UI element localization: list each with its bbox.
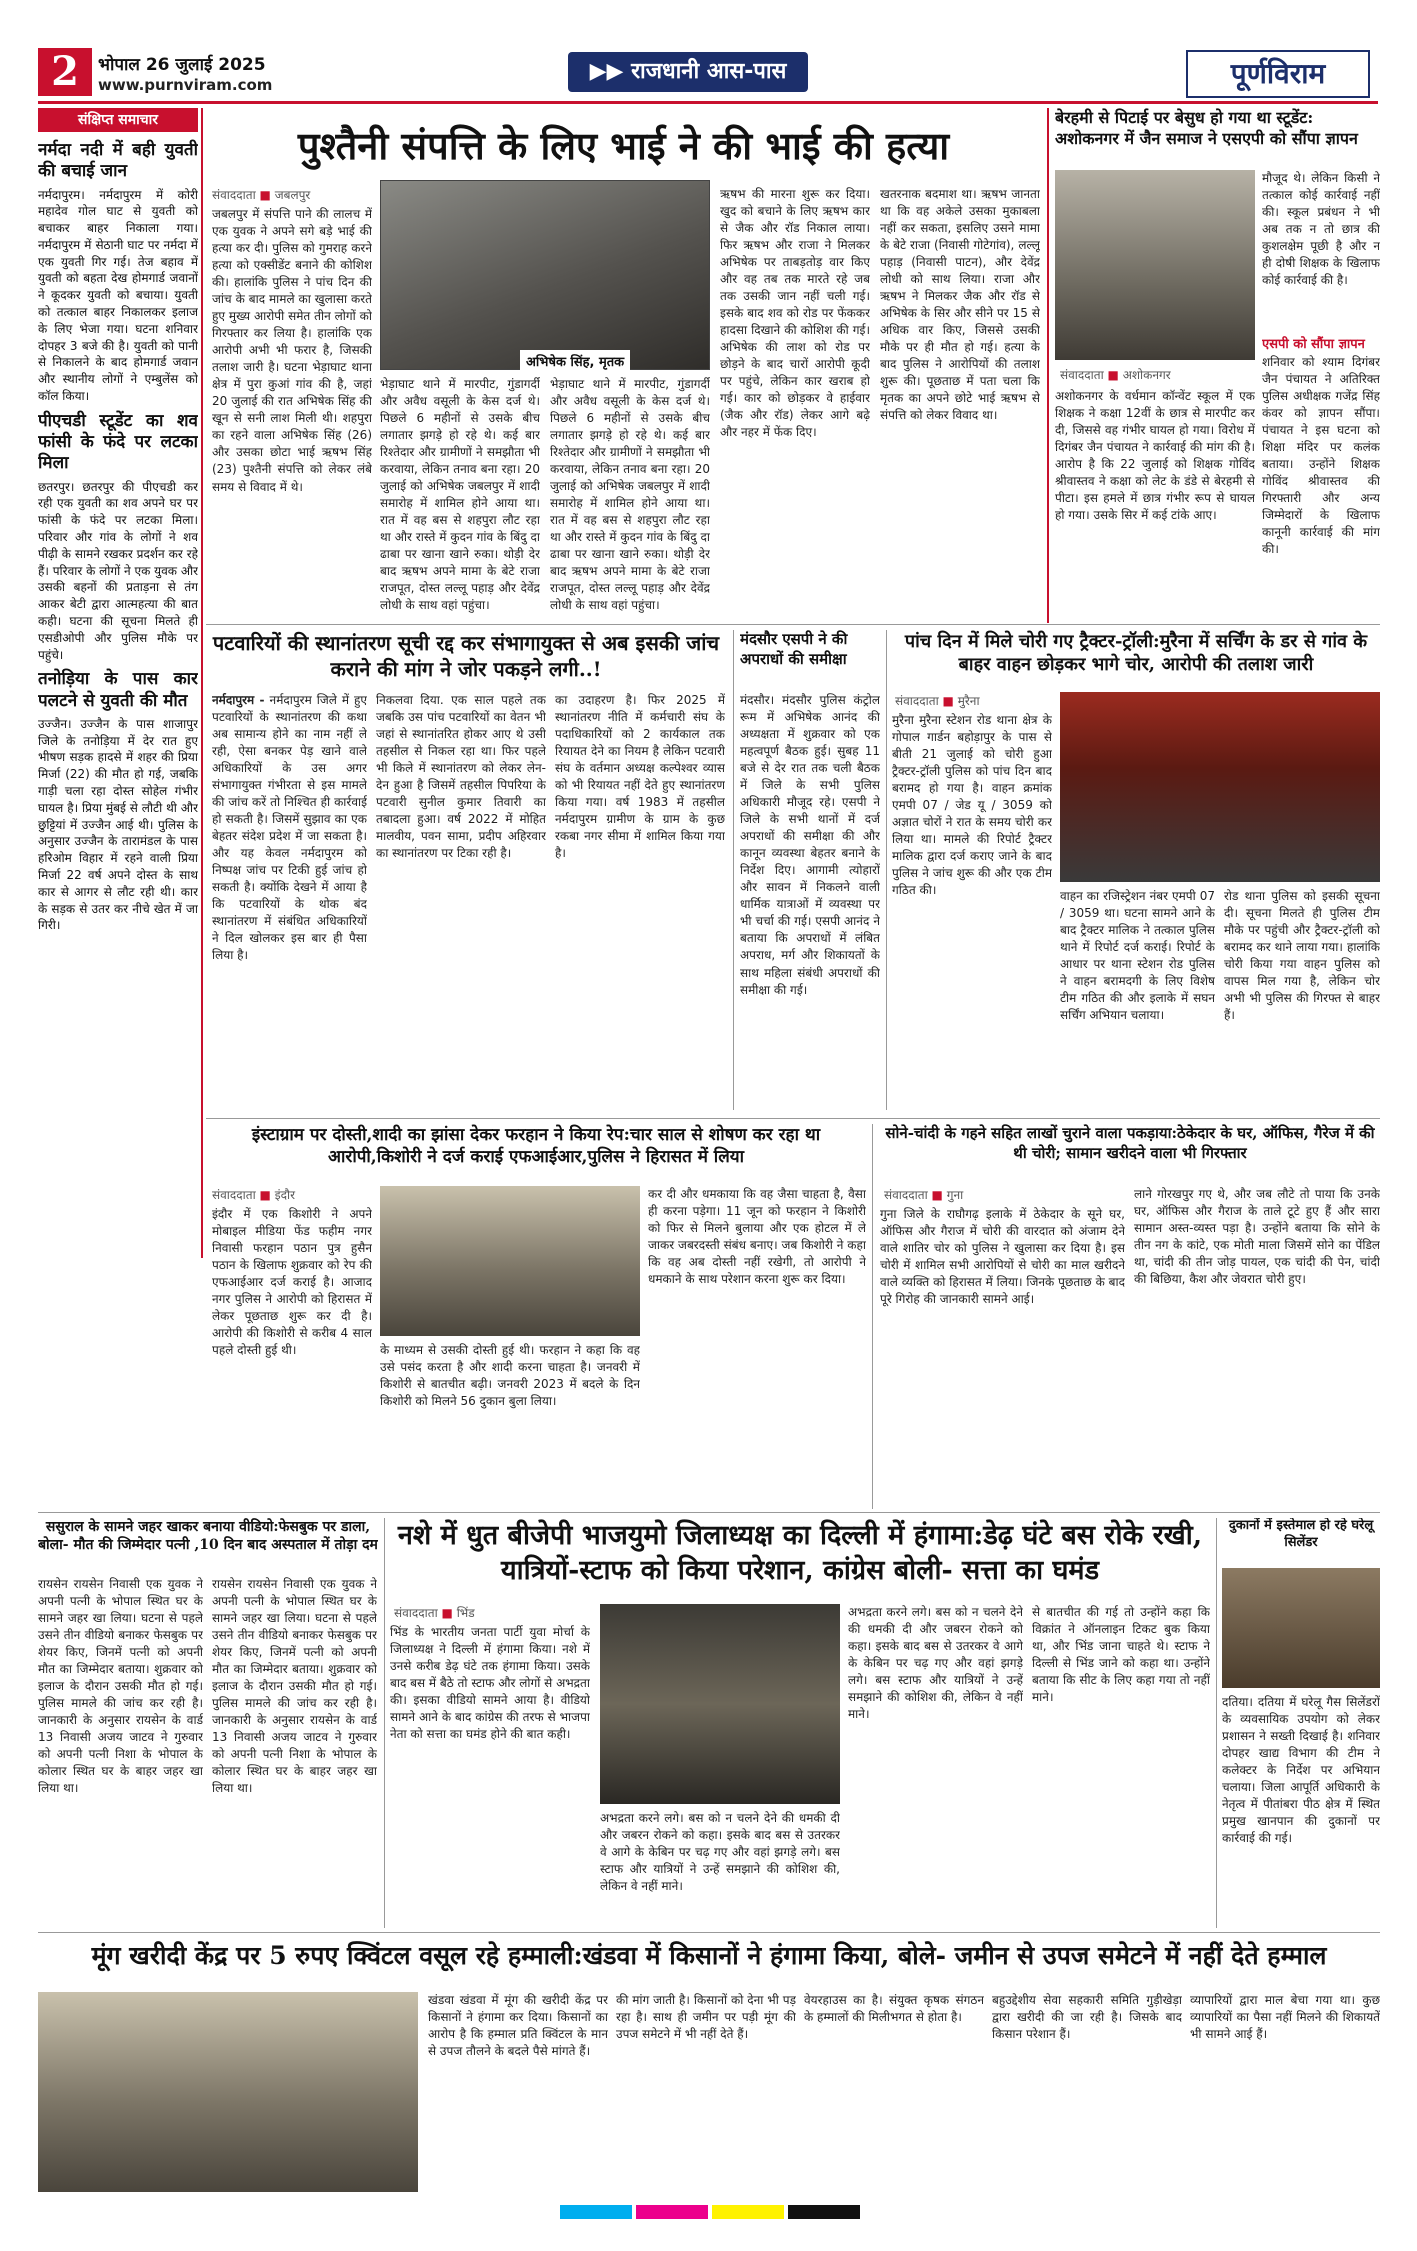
cylinder-headline: दुकानों में इस्तेमाल हो रहे घरेलू सिलेंडर bbox=[1228, 1518, 1374, 1550]
sidebar-item-title: नर्मदा नदी में बही युवती की बचाई जान bbox=[38, 140, 198, 182]
insta-col-2: के माध्यम से उसकी दोस्ती हुई थी। फरहान ने कहा कि वह उसे पसंद करता है और शादी करना चाहता है। जनवरी में किशोरी से बातचीत बढ़ी। जनवरी 2023 में बदले के दिन किशोरी को मिलने 56 दुकान बुला लिया। bbox=[380, 1343, 640, 1409]
nashe-col-2: अभद्रता करने लगे। बस को न चलने देने की धमकी दी और जबरन रोकने को कहा। इसके बाद बस से उतरकर वे आगे के केबिन पर चढ़ गए और वहां झगड़े लगे। बस स्टाफ और यात्रियों ने उन्हें समझाने की कोशिश की, लेकिन वे नहीं माने। bbox=[848, 1605, 1023, 1722]
byline-place: मुरैना bbox=[957, 694, 980, 708]
right-top-col-1: अशोकनगर के वर्धमान कॉन्वेंट स्कूल में एक शिक्षक ने कक्षा 12वीं के छात्र से मारपीट कर दी, जिससे वह गंभीर घायल हो गया। विरोध में दिगंबर जैन पंचायत ने कार्रवाई की मांग की है। आरोप है कि 22 जुलाई को शिक्षक गोविंद श्रीवास्तव ने कक्षा को लेट के डंडे से बेरहमी से पीटा। इस हमले में छात्र गंभीर रूप से घायल हो गया। उसके सिर में कई टांके आए। bbox=[1055, 389, 1255, 523]
sidebar-item-title: पीएचडी स्टूडेंट का शव फांसी के फंदे पर लटका मिला bbox=[38, 410, 198, 474]
color-swatch-black bbox=[788, 2205, 860, 2219]
tractor-photo bbox=[1060, 692, 1380, 882]
color-swatch-cyan bbox=[560, 2205, 632, 2219]
byline-place: जबलपुर bbox=[274, 188, 311, 202]
cylinder-photo bbox=[1222, 1568, 1380, 1688]
page-number: 2 bbox=[38, 48, 92, 96]
nashe-col-2a: अभद्रता करने लगे। बस को न चलने देने की धमकी दी और जबरन रोकने को कहा। इसके बाद बस से उतरकर वे आगे के केबिन पर चढ़ गए और वहां झगड़े लगे। बस स्टाफ और यात्रियों ने उन्हें समझाने की कोशिश की, लेकिन वे नहीं माने। bbox=[600, 1811, 840, 1894]
website-link[interactable]: www.purnviram.com bbox=[98, 76, 273, 94]
newspaper-logo: पूर्णविराम bbox=[1186, 50, 1370, 98]
patwari-headline: पटवारियों की स्थानांतरण सूची रद्द कर संभागायुक्त से अब इसकी जांच कराने की मांग ने जोर पकड़ने लगी..! bbox=[212, 631, 720, 681]
double-arrow-icon: ▶▶ bbox=[589, 59, 632, 84]
sasural-headline: ससुराल के सामने जहर खाकर बनाया वीडियो:फेसबुक पर डाला, बोला- मौत की जिम्मेदार पत्नी ,10 दिन बाद अस्पताल में तोड़ा दम bbox=[38, 1519, 378, 1554]
section-rule bbox=[206, 1118, 1380, 1119]
tractor-col-1: मुरैना मुरैना स्टेशन रोड थाना क्षेत्र के गोपाल गार्डन बहोड़ापुर के पास से बीती 21 जुलाई को चोरी हुआ ट्रैक्टर-ट्रॉली पुलिस को पांच दिन बाद बरामद हो गया है। वाहन क्रमांक एमपी 07 / जेड यू / 3059 को अज्ञात चोरों ने रात के समय चोरी कर लिया था। मामले की रिपोर्ट ट्रैक्टर मालिक द्वारा दर्ज कराए जाने के बाद पुलिस ने जांच शुरू की और एक टीम गठित की। bbox=[892, 713, 1052, 898]
lead-col-1: जबलपुर में संपत्ति पाने की लालच में एक युवक ने अपने सगे बड़े भाई की हत्या कर दी। पुलिस को गुमराह करने हत्या को एक्सीडेंट बनाने की कोशिश की। हालांकि पुलिस ने पांच दिन की जांच के बाद मामले का खुलासा करते हुए मुख्य आरोपी समेत तीन लोगों को गिरफ्तार कर लिया है। हालांकि एक आरोपी अभी भी फरार है, जिसकी तलाश जारी है। घटना भेड़ाघाट थाना क्षेत्र में पुरा कुआं गांव की है, जहां 20 जुलाई की रात अभिषेक सिंह की खून से सनी लाश मिली थी। शहपुरा का रहने वाला अभिषेक सिंह (26) और उसका छोटा भाई ऋषभ सिंह (23) पुश्तैनी संपत्ति को लेकर लंबे समय से विवाद में थे। bbox=[212, 207, 372, 494]
nashe-col-3: से बातचीत की गई तो उन्होंने कहा कि विक्रांत ने ऑनलाइन टिकट बुक किया था, और भिंड जाना चाहते थे। स्टाफ ने दिल्ली से भिंड जाने को कहा था। उन्होंने बताया कि सीट के लिए कहा गया तो नहीं माने। bbox=[1032, 1605, 1210, 1705]
sidebar-item-title: तनोड़िया के पास कार पलटने से युवती की मौत bbox=[38, 669, 198, 711]
column-divider bbox=[872, 1124, 873, 1509]
moong-col-3: वेयरहाउस का है। संयुक्त कृषक संगठन के हम्मालों की मिलीभगत से होता है। bbox=[804, 1993, 984, 2025]
insta-byline: संवाददाता ■ इंदौर bbox=[212, 1188, 295, 1202]
right-top-col-3: शनिवार को श्याम दिगंबर जैन पंचायत ने अतिरिक्त पुलिस अधीक्षक गजेंद्र सिंह कंवर को ज्ञापन सौंपा। पंचायत ने इस घटना को शिक्षा मंदिर पर कलंक बताया। उन्होंने शिक्षक गोविंद श्रीवास्तव की गिरफ्तारी और अन्य जिम्मेदारों के खिलाफ कानूनी कार्रवाई की मांग की। bbox=[1262, 355, 1380, 557]
moong-col-2: की मांग जाती है। किसानों को देना भी पड़ रहा है। साथ ही जमीन पर पड़ी मूंग की उपज समेटने में भी नहीं देते हैं। bbox=[616, 1993, 796, 2042]
right-top-subhead: एसपी को सौंपा ज्ञापन bbox=[1262, 337, 1365, 352]
moong-headline: मूंग खरीदी केंद्र पर 5 रुपए क्विंटल वसूल रहे हम्माली:खंडवा में किसानों ने हंगामा किया, बोले- जमीन से उपज समेटने में नहीं देते हम्माल bbox=[91, 1941, 1327, 1970]
column-divider bbox=[886, 630, 887, 1110]
byline-place: भिंड bbox=[456, 1606, 475, 1620]
patwari-text: नर्मदापुरम जिले में हुए पटवारियों के स्थानांतरण की कथा अब सामान्य होने का नाम नहीं ले रही, ऐसा बनकर पेड़ खाने वाले अधिकारियों के उस अगर संभागायुक्त गंभीरता से इस मामले की जांच करें तो निश्चित ही कार्रवाई हो सकती है। जिसमें सुझाव का एक बेहतर संदेश प्रदेश में जा सकता है। और यह केवल नर्मदापुरम को निष्पक्ष जांच पर टिकी हुई जांच हो सकती है। क्योंकि देखने में आया है कि पटवारियों के थोक बंद स्थानांतरण में संबंधित अधिकारियों ने दिल खोलकर इस बार ही पैसा लिया है। bbox=[212, 693, 367, 963]
right-top-headline: बेरहमी से पिटाई पर बेसुध हो गया था स्टूडेंट: अशोकनगर में जैन समाज ने एसएपी को सौंपा ज्ञापन bbox=[1055, 108, 1358, 148]
lead-photo bbox=[380, 180, 710, 370]
lead-headline: पुश्तैनी संपत्ति के लिए भाई ने की भाई की हत्या bbox=[297, 123, 950, 168]
section-title bbox=[568, 52, 808, 92]
mandsaur-col-1: मंदसौर। मंदसौर पुलिस कंट्रोल रूम में अभिषेक आनंद की अध्यक्षता में शुक्रवार को एक महत्वपूर्ण बैठक हुई। सुबह 11 बजे से देर रात तक चली बैठक में जिले के सभी पुलिस अधिकारी मौजूद रहे। एसपी ने जिले के सभी थानों में दर्ज अपराधों की समीक्षा की और कानून व्यवस्था बेहतर बनाने के निर्देश दिए। आगामी त्योहारों और सावन में निकलने वाली धार्मिक यात्राओं में व्यवस्था पर भी चर्चा की गई। एसपी आनंद ने बताया कि अपराधों में लंबित अपराध, मर्ग और शिकायतों के साथ महिला संबंधी अपराधों की समीक्षा की गई। bbox=[740, 693, 880, 997]
byline-place: इंदौर bbox=[274, 1188, 295, 1202]
tractor-col-2: वाहन का रजिस्ट्रेशन नंबर एमपी 07 / 3059 था। घटना सामने आने के बाद ट्रैक्टर मालिक ने तत्काल पुलिस थाने में रिपोर्ट दर्ज कराई। रिपोर्ट के आधार पर थाना स्टेशन रोड पुलिस ने वाहन बरामदगी के लिए विशेष टीम गठित की और इलाके में सघन सर्चिंग अभियान चलाया। bbox=[1060, 889, 1215, 1023]
insta-headline: इंस्टाग्राम पर दोस्ती,शादी का झांसा देकर फरहान ने किया रेप:चार साल से शोषण कर रहा था आरोपी,किशोरी ने दर्ज कराई एफआईआर,पुलिस ने हिरासत में लिया bbox=[251, 1125, 821, 1168]
byline-label: संवाददाता bbox=[212, 1188, 256, 1202]
moong-photo bbox=[38, 1992, 418, 2192]
byline-label: संवाददाता bbox=[394, 1606, 438, 1620]
column-divider bbox=[1047, 108, 1049, 623]
patwari-col-2: निकलवा दिया. एक साल पहले तक जबकि उस पांच पटवारियों का वेतन भी जहां से स्थानांतरित होकर आए थे उसी तहसील से निकल रहा था। फिर पहले भी किले में स्थानांतरण को लेकर लेन-देन हुआ है जिसमें तहसील पिपरिया के पटवारी सुनील कुमार तिवारी का तबादला हुआ। वर्ष 2022 में मोहित मालवीय, पवन सामा, प्रदीप अहिरवार का स्थानांतरण पर टिका रही है। bbox=[376, 693, 546, 861]
color-swatch-magenta bbox=[636, 2205, 708, 2219]
right-top-photo bbox=[1055, 170, 1255, 360]
byline-label: संवाददाता bbox=[212, 188, 256, 202]
sona-col-1: गुना जिले के राघौगढ़ इलाके में ठेकेदार के सूने घर, ऑफिस और गैराज में चोरी की वारदात को अंजाम देने वाले शातिर चोर को पुलिस ने खुलासा कर दिया है। इस चोरी में शामिल सभी आरोपियों से चोरी का माल खरीदने वाले व्यक्ति को हिरासत में लिया। जिनके पूछताछ के बाद पूरे गिरोह की जानकारी सामने आई। bbox=[880, 1207, 1125, 1307]
sasural-col-1: रायसेन रायसेन निवासी एक युवक ने अपनी पत्नी के भोपाल स्थित घर के सामने जहर खा लिया। घटना से पहले उसने तीन वीडियो बनाकर फेसबुक पर शेयर किए, जिनमें पत्नी को अपनी मौत का जिम्मेदार बताया। शुक्रवार को इलाज के दौरान उसकी मौत हो गई। पुलिस मामले की जांच कर रही है। जानकारी के अनुसार रायसेन के वार्ड 13 निवासी अजय जाटव ने गुरुवार को अपनी पत्नी निशा के भोपाल के कोलार स्थित घर के बाहर जहर खा लिया था। bbox=[38, 1577, 203, 1796]
patwari-lead: नर्मदापुरम - bbox=[212, 693, 265, 707]
section-title-text: राजधानी आस-पास bbox=[631, 59, 787, 84]
right-top-byline: संवाददाता ■ अशोकनगर bbox=[1060, 368, 1171, 382]
sidebar-item-text: छतरपुर। छतरपुर की पीएचडी कर रही एक युवती का शव अपने घर पर फांसी के फंदे पर लटका मिला। परिवार और गांव के लोगों ने शव पीढ़ी के सामने रखकर प्रदर्शन कर रहे हैं। परिवार के लोगों ने एक युवक और उसकी बहनों की प्रताड़ना से तंग आकर बेटी द्वारा आत्महत्या की बात कही। घटना की सूचना मिलते ही एसडीओपी और पुलिस मौके पर पहुंचे। bbox=[38, 479, 198, 662]
insta-photo bbox=[380, 1186, 640, 1336]
lead-byline: संवाददाता ■ जबलपुर bbox=[212, 188, 311, 202]
patwari-col-3: का उदाहरण है। फिर 2025 में स्थानांतरण नीति में कर्मचारी संघ के पदाधिकारियों को 2 कार्यकाल तक रियायत देने का नियम है लेकिन पटवारी संघ के वर्तमान अध्यक्ष कल्पेश्वर व्यास को भी रियायत नहीं देते हुए स्थानांतरण किया गया। वर्ष 1983 में तहसील नर्मदापुरम ग्रामीण के ग्राम के कुछ रकबा नगर सीमा में शामिल किया गया है। bbox=[555, 693, 725, 861]
column-divider bbox=[733, 630, 734, 1110]
sidebar-news bbox=[38, 136, 198, 1261]
sidebar-item-text: उज्जैन। उज्जैन के पास शाजापुर जिले के तनोड़िया में देर रात हुए भीषण सड़क हादसे में शहर की प्रिया मिर्जा (22) की मौत हो गई, जबकि गाड़ी चला रहा दोस्त सोहेल गंभीर घायल है। प्रिया मुंबई से लौटी थी और छुट्टियां में उज्जैन आई थी। पुलिस के अनुसार उज्जैन के तारामंडल के पास हरिओम विहार में रहने वाली प्रिया मिर्जा 22 वर्ष अपने दोस्त के साथ कार से आगर से लौट रही थी। कार के सड़क से उतर कर नीचे खेत में जा गिरी। bbox=[38, 716, 198, 933]
section-rule bbox=[206, 624, 1380, 625]
tractor-col-3: रोड थाना पुलिस को इसकी सूचना दी। सूचना मिलते ही पुलिस टीम मौके पर पहुंची और ट्रैक्टर-ट्रॉली को बरामद कर थाने लाया गया। हालांकि चोरी किया गया वाहन पुलिस को वापस मिल गया है, लेकिन चोर अभी भी पुलिस की गिरफ्त से बाहर हैं। bbox=[1224, 889, 1380, 1023]
sona-byline: संवाददाता ■ गुना bbox=[884, 1188, 964, 1202]
moong-col-5: व्यापारियों द्वारा माल बेचा गया था। कुछ व्यापारियों का पैसा नहीं मिलने की शिकायतें भी सामने आई हैं। bbox=[1190, 1993, 1380, 2042]
patwari-col-1 bbox=[212, 692, 367, 1112]
sona-col-2: लाने गोरखपुर गए थे, और जब लौटे तो पाया कि उनके घर, ऑफिस और गैराज के ताले टूटे हुए हैं और सारा सामान अस्त-व्यस्त पड़ा है। उन्होंने बताया कि सोने के तीन नग के कांटे, एक मोती माला जिसमें सोने का पेंडिल था, चांदी की तीन जोड़ पायल, एक चांदी की पेन, चांदी की बिछिया, कैश और जेवरात चोरी हुए। bbox=[1134, 1187, 1380, 1287]
sasural-col-2: रायसेन रायसेन निवासी एक युवक ने अपनी पत्नी के भोपाल स्थित घर के सामने जहर खा लिया। घटना से पहले उसने तीन वीडियो बनाकर फेसबुक पर शेयर किए, जिनमें पत्नी को अपनी मौत का जिम्मेदार बताया। शुक्रवार को इलाज के दौरान उसकी मौत हो गई। पुलिस मामले की जांच कर रही है। जानकारी के अनुसार रायसेन के वार्ड 13 निवासी अजय जाटव ने गुरुवार को अपनी पत्नी निशा के भोपाल के कोलार स्थित घर के बाहर जहर खा लिया था। bbox=[212, 1577, 377, 1796]
nashe-col-1: भिंड के भारतीय जनता पार्टी युवा मोर्चा के जिलाध्यक्ष ने दिल्ली में हंगामा किया। नशे में उनसे करीब डेढ़ घंटे तक हंगामा किया। उसके बाद बस में बैठे तो स्टाफ और लोगों से अभद्रता की। इसका वीडियो सामने आया है। वीडियो सामने आने के बाद कांग्रेस की तरफ से भाजपा नेता को सत्ता का घमंड होने की बात कही। bbox=[390, 1625, 590, 1742]
insta-col-3: कर दी और धमकाया कि वह जैसा चाहता है, वैसा ही करना पड़ेगा। 11 जून को फरहान ने किशोरी को फिर से मिलने बुलाया और एक होटल में ले जाकर जबरदस्ती संबंध बनाए। जब किशोरी ने कहा कि वह अब दोस्ती नहीं रखेगी, तो आरोपी ने धमकाने के साथ परेशान करना शुरू कर दिया। bbox=[648, 1187, 866, 1287]
moong-col-1: खंडवा खंडवा में मूंग की खरीदी केंद्र पर किसानों ने हंगामा कर दिया। किसानों का आरोप है कि हम्माल प्रति क्विंटल के मान से उपज तौलने के बदले पैसे मांगते हैं। bbox=[428, 1993, 608, 2059]
nashe-byline: संवाददाता ■ भिंड bbox=[394, 1606, 475, 1620]
nashe-photo bbox=[600, 1604, 840, 1804]
byline-label: संवाददाता bbox=[895, 694, 939, 708]
sidebar-divider bbox=[201, 108, 203, 1258]
mandsaur-headline: मंदसौर एसपी ने की अपराधों की समीक्षा bbox=[740, 630, 848, 668]
tractor-headline: पांच दिन में मिले चोरी गए ट्रैक्टर-ट्रॉली:मुरैना में सर्चिंग के डर से गांव के बाहर वाहन छोड़कर भागे चोर, आरोपी की तलाश जारी bbox=[904, 631, 1368, 676]
sona-headline: सोने-चांदी के गहने सहित लाखों चुराने वाला पकड़ाया:ठेकेदार के घर, ऑफिस, गैरेज में की थी चोरी; सामान खरीदने वाला भी गिरफ्तार bbox=[885, 1124, 1375, 1162]
issue-date: भोपाल 26 जुलाई 2025 bbox=[98, 55, 266, 75]
nashe-headline: नशे में धुत बीजेपी भाजयुमो जिलाध्यक्ष का दिल्ली में हंगामा:डेढ़ घंटे बस रोके रखी, यात्रियों-स्टाफ को किया परेशान, कांग्रेस बोली- सत्ता का घमंड bbox=[397, 1520, 1203, 1587]
cylinder-col-1: दतिया। दतिया में घरेलू गैस सिलेंडरों के व्यवसायिक उपयोग को लेकर प्रशासन ने सख्ती दिखाई है। शनिवार दोपहर खाद्य विभाग की टीम ने कलेक्टर के निर्देश पर अभियान चलाया। जिला आपूर्ति अधिकारी के नेतृत्व में पीतांबरा पीठ क्षेत्र में स्थित प्रमुख खानपान की दुकानों पर कार्रवाई की गई। bbox=[1222, 1695, 1380, 1846]
column-divider bbox=[384, 1518, 385, 1928]
byline-place: अशोकनगर bbox=[1122, 368, 1171, 382]
byline-label: संवाददाता bbox=[1060, 368, 1104, 382]
byline-label: संवाददाता bbox=[884, 1188, 928, 1202]
column-divider bbox=[1216, 1518, 1217, 1928]
section-rule bbox=[38, 1932, 1380, 1933]
sidebar-tag: संक्षिप्त समाचार bbox=[38, 108, 198, 132]
lead-col-3: ऋषभ की मारना शुरू कर दिया। खुद को बचाने के लिए ऋषभ कार से जैक और रॉड निकाल लाया। फिर ऋषभ और राजा ने मिलकर अभिषेक पर ताबड़तोड़ वार किए और वह तब तक मारते रहे जब तक उसकी जान नहीं चली गई। इसके बाद शव को रोड पर फेंककर हादसा दिखाने की कोशिश की गई। अभिषेक की लाश को रोड पर छोड़ने के बाद चारों आरोपी कूदी पर पहुंचे, लेकिन कार खराब हो गई। कार को छोड़कर वे हाईवार (जैक और रॉड) लेकर आगे बढ़े और नहर में फेंक दिए। bbox=[720, 187, 870, 440]
insta-col-1: इंदौर में एक किशोरी ने अपने मोबाइल मीडिया फेंड फहीम नगर निवासी फरहान पठान पुत्र हुसैन पठान के खिलाफ शुक्रवार को रेप की एफआईआर दर्ज कराई है। आजाद नगर पुलिस ने आरोपी को हिरासत में लेकर पूछताछ शुरू कर दी है। आरोपी की किशोरी से करीब 4 साल पहले दोस्ती हुई थी। bbox=[212, 1207, 372, 1358]
color-swatch-yellow bbox=[712, 2205, 784, 2219]
right-top-col-2: मौजूद थे। लेकिन किसी ने तत्काल कोई कार्रवाई नहीं की। स्कूल प्रबंधन ने भी अब तक न तो छात्र की कुशलक्षेम पूछी है और न ही दोषी शिक्षक के खिलाफ कोई कार्रवाई की है। bbox=[1262, 171, 1380, 288]
lead-photo-caption: अभिषेक सिंह, मृतक bbox=[520, 350, 630, 372]
masthead-rule bbox=[38, 101, 1378, 104]
printer-color-bar bbox=[560, 2205, 860, 2219]
moong-col-4: बहुउद्देशीय सेवा सहकारी समिति गुड़ीखेड़ा द्वारा खरीदी की जा रही है। जिसके बाद किसान परेशान हैं। bbox=[992, 1993, 1182, 2042]
byline-place: गुना bbox=[946, 1188, 964, 1202]
lead-col-2: भेड़ाघाट थाने में मारपीट, गुंडागर्दी और अवैध वसूली के केस दर्ज थे। पिछले 6 महीनों से उसके बीच लगातार झगड़े हो रहे थे। कई बार रिश्तेदार और ग्रामीणों ने समझौता भी करवाया, लेकिन तनाव बना रहा। 20 जुलाई को अभिषेक जबलपुर में शादी समारोह में शामिल होने आया था। रात में वह बस से शहपुरा लौट रहा था और रास्ते में कुदन गांव के बिंदु दा ढाबा पर खाना खाने रुका। थोड़ी देर बाद ऋषभ अपने मामा के बेटे राजा राजपूत, दोस्त लल्लू पहाड़ और देवेंद्र लोधी के साथ वहां पहुंचा। bbox=[380, 377, 540, 613]
tractor-byline: संवाददाता ■ मुरैना bbox=[895, 694, 980, 708]
sidebar-item-text: नर्मदापुरम। नर्मदापुरम में कोरी महादेव गोल घाट से युवती को बचाकर बाहर निकाला गया। नर्मदापुरम में सेठानी घाट पर नर्मदा में एक युवती गिर गई। तेज बहाव में युवती को बहता देख होमगार्ड जवानों ने कूदकर युवती को बचाया। युवती को तत्काल बाहर निकालकर इलाज के लिए भेजा गया। घटना शनिवार दोपहर 3 बजे की है। युवती को पानी से निकालने के बाद होमगार्ड जवान और स्थानीय लोगों ने एम्बुलेंस को कॉल किया। bbox=[38, 187, 198, 404]
lead-col-4: खतरनाक बदमाश था। ऋषभ जानता था कि वह अकेले उसका मुकाबला नहीं कर सकता, इसलिए उसने मामा के बेटे राजा (निवासी गोटेगांव), लल्लू पहाड़ (निवासी पाटन), और देवेंद्र लोधी को साथ लिया। राजा और ऋषभ ने मिलकर जैक और रॉड से अभिषेक के सिर और सीने पर 15 से अधिक वार किए, जिससे उसकी मौके पर ही मौत हो गई। हत्या के बाद पुलिस ने आरोपियों की तलाश शुरू की। पूछताछ में पता चला कि मृतक का अपने छोटे भाई ऋषभ से संपत्ति को लेकर विवाद था। bbox=[880, 187, 1040, 423]
section-rule bbox=[38, 1512, 1380, 1513]
lead-col-2b: भेड़ाघाट थाने में मारपीट, गुंडागर्दी और अवैध वसूली के केस दर्ज थे। पिछले 6 महीनों से उसके बीच लगातार झगड़े हो रहे थे। कई बार रिश्तेदार और ग्रामीणों ने समझौता भी करवाया, लेकिन तनाव बना रहा। 20 जुलाई को अभिषेक जबलपुर में शादी समारोह में शामिल होने आया था। रात में वह बस से शहपुरा लौट रहा था और रास्ते में कुदन गांव के बिंदु दा ढाबा पर खाना खाने रुका। थोड़ी देर बाद ऋषभ अपने मामा के बेटे राजा राजपूत, दोस्त लल्लू पहाड़ और देवेंद्र लोधी के साथ वहां पहुंचा। bbox=[550, 377, 710, 613]
